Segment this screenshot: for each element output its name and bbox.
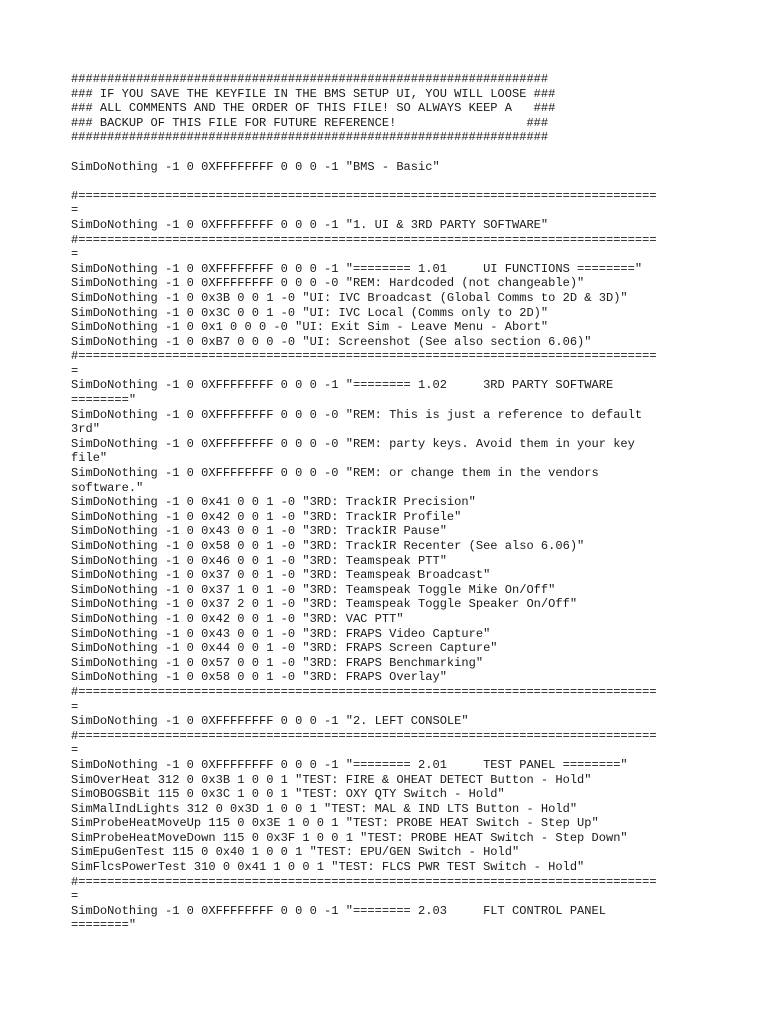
document-line: = <box>71 203 79 218</box>
document-line: = <box>71 247 79 262</box>
document-line: SimDoNothing -1 0 0x37 0 0 1 -0 "3RD: Teamspeak Broadcast" <box>71 568 491 583</box>
document-line: ################################################################## <box>71 72 549 86</box>
document-line: = <box>71 889 79 904</box>
document-line: ========" <box>71 393 137 408</box>
document-line: #================================================================================ <box>71 684 657 699</box>
document-line: SimEpuGenTest 115 0 0x40 1 0 0 1 "TEST: EPU/GEN Switch - Hold" <box>71 845 520 860</box>
document-line: #================================================================================ <box>71 232 657 247</box>
document-line: SimDoNothing -1 0 0XFFFFFFFF 0 0 0 -0 "REM: or change them in the vendors <box>71 466 599 481</box>
document-line: SimDoNothing -1 0 0XFFFFFFFF 0 0 0 -1 "2. LEFT CONSOLE" <box>71 714 469 729</box>
document-line: ### IF YOU SAVE THE KEYFILE IN THE BMS SETUP UI, YOU WILL LOOSE ### <box>71 86 556 101</box>
document-line: software." <box>71 480 144 495</box>
document-line: 3rd" <box>71 422 100 437</box>
document-line: SimDoNothing -1 0 0XFFFFFFFF 0 0 0 -1 "BMS - Basic" <box>71 159 440 174</box>
document-line: SimDoNothing -1 0 0XFFFFFFFF 0 0 0 -0 "REM: Hardcoded (not changeable)" <box>71 276 585 291</box>
document-line: SimDoNothing -1 0 0x3C 0 0 1 -0 "UI: IVC Local (Comms only to 2D)" <box>71 305 549 320</box>
document-line: SimDoNothing -1 0 0XFFFFFFFF 0 0 0 -1 "======== 1.01 UI FUNCTIONS ========" <box>71 261 643 276</box>
document-line: ### ALL COMMENTS AND THE ORDER OF THIS FILE! SO ALWAYS KEEP A ### <box>71 101 556 116</box>
document-line: SimDoNothing -1 0 0x41 0 0 1 -0 "3RD: TrackIR Precision" <box>71 495 476 510</box>
document-line: SimDoNothing -1 0 0x37 2 0 1 -0 "3RD: Teamspeak Toggle Speaker On/Off" <box>71 597 578 612</box>
document-line: = <box>71 363 79 378</box>
document-line: SimMalIndLights 312 0 0x3D 1 0 0 1 "TEST: MAL & IND LTS Button - Hold" <box>71 801 578 816</box>
document-line: = <box>71 699 79 714</box>
document-line: SimDoNothing -1 0 0x58 0 0 1 -0 "3RD: FRAPS Overlay" <box>71 670 447 685</box>
document-line <box>71 145 761 160</box>
document-line <box>71 174 761 189</box>
document-line: SimDoNothing -1 0 0x3B 0 0 1 -0 "UI: IVC Broadcast (Global Comms to 2D & 3D)" <box>71 290 628 305</box>
document-line: SimFlcsPowerTest 310 0 0x41 1 0 0 1 "TEST: FLCS PWR TEST Switch - Hold" <box>71 860 585 875</box>
document-line: SimDoNothing -1 0 0x42 0 0 1 -0 "3RD: VAC PTT" <box>71 611 404 626</box>
document-line: #================================================================================ <box>71 188 657 203</box>
document-line: #================================================================================ <box>71 728 657 743</box>
document-line: SimProbeHeatMoveUp 115 0 0x3E 1 0 0 1 "TEST: PROBE HEAT Switch - Step Up" <box>71 816 599 831</box>
document-line: SimDoNothing -1 0 0XFFFFFFFF 0 0 0 -1 "======== 2.01 TEST PANEL ========" <box>71 757 628 772</box>
document-line: #================================================================================ <box>71 349 657 364</box>
document-line: SimDoNothing -1 0 0x42 0 0 1 -0 "3RD: TrackIR Profile" <box>71 509 462 524</box>
document-line: SimDoNothing -1 0 0XFFFFFFFF 0 0 0 -1 "======== 1.02 3RD PARTY SOFTWARE <box>71 378 614 393</box>
document-line: SimDoNothing -1 0 0XFFFFFFFF 0 0 0 -1 "1. UI & 3RD PARTY SOFTWARE" <box>71 217 549 232</box>
document-line: SimProbeHeatMoveDown 115 0 0x3F 1 0 0 1 "TEST: PROBE HEAT Switch - Step Down" <box>71 830 628 845</box>
document-line: SimDoNothing -1 0 0x58 0 0 1 -0 "3RD: TrackIR Recenter (See also 6.06)" <box>71 539 585 553</box>
document-line: SimDoNothing -1 0 0x37 1 0 1 -0 "3RD: Teamspeak Toggle Mike On/Off" <box>71 582 556 597</box>
document-line: SimDoNothing -1 0 0XFFFFFFFF 0 0 0 -0 "REM: party keys. Avoid them in your key <box>71 436 635 451</box>
document-line: #================================================================================ <box>71 874 657 889</box>
document-line: SimDoNothing -1 0 0XFFFFFFFF 0 0 0 -1 "======== 2.03 FLT CONTROL PANEL <box>71 903 606 918</box>
document-line: SimDoNothing -1 0 0XFFFFFFFF 0 0 0 -0 "REM: This is just a reference to default <box>71 407 643 422</box>
document-line: SimOverHeat 312 0 0x3B 1 0 0 1 "TEST: FIRE & OHEAT DETECT Button - Hold" <box>71 772 592 787</box>
document-line: ################################################################## <box>71 130 549 145</box>
document-line: SimDoNothing -1 0 0x43 0 0 1 -0 "3RD: FRAPS Video Capture" <box>71 626 491 641</box>
document-line: SimDoNothing -1 0 0x46 0 0 1 -0 "3RD: Teamspeak PTT" <box>71 553 447 568</box>
keyfile-text-document <box>71 72 761 933</box>
document-line: SimDoNothing -1 0 0x44 0 0 1 -0 "3RD: FRAPS Screen Capture" <box>71 641 498 656</box>
document-line: = <box>71 743 79 758</box>
document-line: file" <box>71 451 108 466</box>
document-line: SimDoNothing -1 0 0x1 0 0 0 -0 "UI: Exit Sim - Leave Menu - Abort" <box>71 320 549 335</box>
document-line: SimDoNothing -1 0 0x57 0 0 1 -0 "3RD: FRAPS Benchmarking" <box>71 655 484 670</box>
document-line: SimDoNothing -1 0 0x43 0 0 1 -0 "3RD: TrackIR Pause" <box>71 524 447 539</box>
document-line: ========" <box>71 918 137 933</box>
document-line: ### BACKUP OF THIS FILE FOR FUTURE REFERENCE! ### <box>71 115 549 130</box>
document-line: SimDoNothing -1 0 0xB7 0 0 0 -0 "UI: Screenshot (See also section 6.06)" <box>71 334 592 349</box>
document-line: SimOBOGSBit 115 0 0x3C 1 0 0 1 "TEST: OXY QTY Switch - Hold" <box>71 787 505 802</box>
